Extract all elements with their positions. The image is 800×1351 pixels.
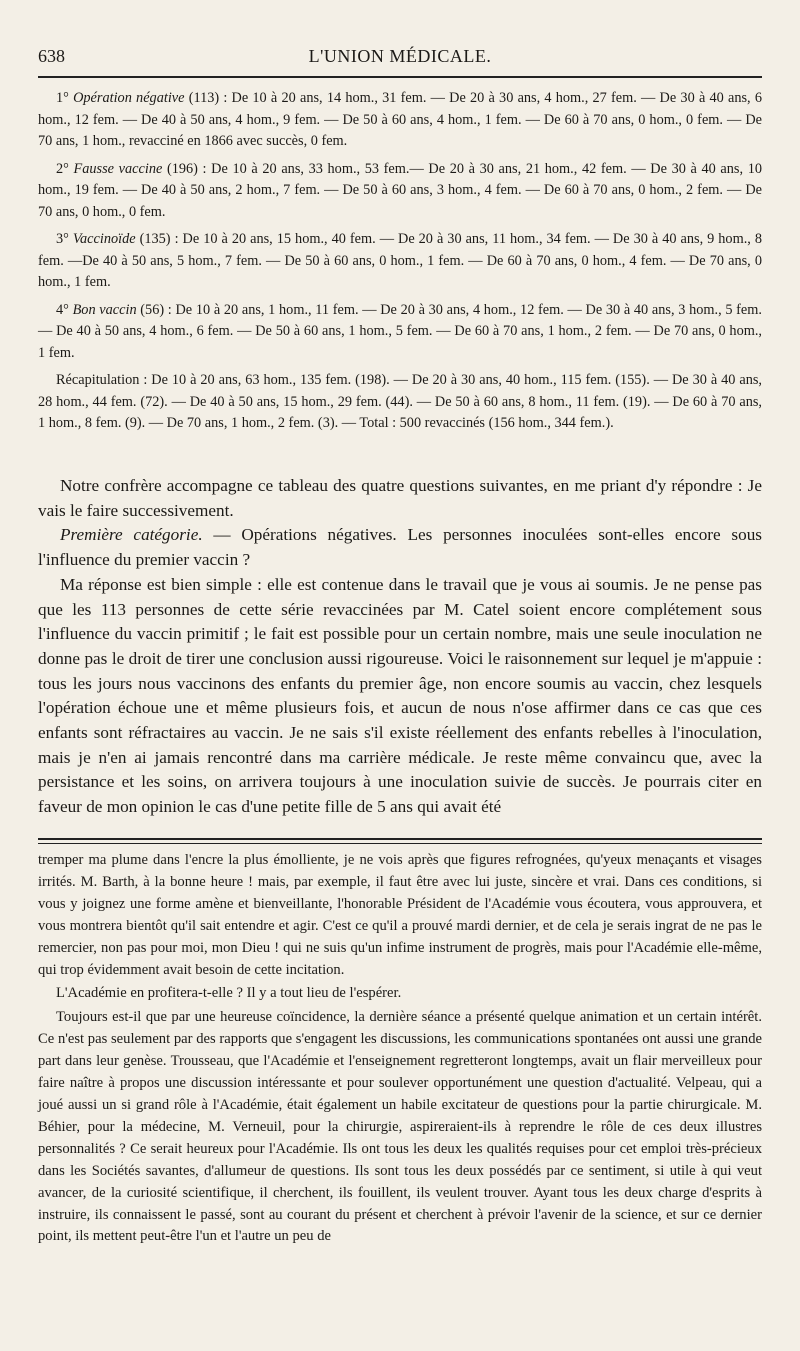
feuilleton-paragraph: tremper ma plume dans l'encre la plus émolliente, je ne vois après que figures refrognées, qu'yeux menaçants et visages irrités. M. Barth, à la bonne heure ! mais, par exemple, il faut être avec lui juste, sincère et vrai. Dans ces conditions, si vous y joignez une forme amène et bienveillante, l'honorable Président de l'Académie vous écoutera, vous approuvera, et vous montrera bientôt qu'il sait entendre et agir. C'est ce qu'il a prouvé mardi dernier, et de cela je serais ingrat de ne pas le remercier, non pas pour moi, mon Dieu ! qui ne suis qu'un infime instrument de progrès, mais pour l'Académie elle-même, qui trop évidemment avait besoin de cette incitation. xyxy=(38,852,762,978)
stats-paragraph-negative: 1° Opération négative (113) : De 10 à 20 ans, 14 hom., 31 fem. — De 20 à 30 ans, 4 hom., 27 fem. — De 30 à 40 ans, 6 hom., 12 fem. — De 40 à 50 ans, 4 hom., 9 fem. — De 50 à 60 ans, 4 hom., 1 fem. — De 60 à 70 ans, 0 hom., 0 fem. — De 70 ans, 1 hom., revacciné en 1866 avec succès, 0 fem. xyxy=(38,90,762,149)
feuilleton-rule-thin xyxy=(38,843,762,844)
feuilleton-paragraph: Toujours est-il que par une heureuse coïncidence, la dernière séance a présenté quelque animation et un certain intérêt. Ce n'est pas seulement par des rapports que s'engagent les discussions, les communications spontanées ont aussi une grande part dans leur genèse. Trousseau, que l'Académie et l'enseignement regretteront longtemps, avait un flair merveilleux pour faire naître à propos une discussion intéressante et pour soulever opportunément une question d'actualité. Velpeau, qui a joué aussi un si grand rôle à l'Académie, était également un habile excitateur de questions pour la partie chirurgicale. M. Béhier, pour la médecine, M. Verneuil, pour la chirurgie, aspireraient-ils à reprendre le rôle de ces deux illustres personnalités ? Ce serait heureux pour l'Académie. Ils ont tous les deux les qualités requises pour cet emploi très-précieux dans les Sociétés savantes, d'allumeur de questions. Ils sont tous les deux possédés par ce sentiment, si utile à qui veut avancer, de la curiosité scientifique, il cherchent, ils fouillent, ils veulent trouver. Ayant tous les deux charge d'esprits à instruire, ils connaissent le passé, sont au courant du présent et cherchent à prévoir l'avenir de la science, et sur ce dernier point, ils mettent peut-être l'un et l'autre un peu de xyxy=(38,1009,762,1245)
statistics-block xyxy=(38,88,762,441)
stats-paragraph-bon-vaccin: 4° Bon vaccin (56) : De 10 à 20 ans, 1 hom., 11 fem. — De 20 à 30 ans, 4 hom., 12 fem. — De 30 à 40 ans, 3 hom., 5 fem. — De 40 à 50 ans, 4 hom., 6 fem. — De 50 à 60 ans, 1 hom., 5 fem. — De 60 à 70 ans, 1 hom., 2 fem. — De 70 ans, 0 hom., 1 fem. xyxy=(38,301,762,361)
feuilleton-rule xyxy=(38,838,762,840)
header-rule xyxy=(38,76,762,78)
category-label: Opération négative xyxy=(73,90,185,106)
page-header xyxy=(38,44,762,74)
main-paragraph: Notre confrère accompagne ce tableau des quatre questions suivantes, en me priant d'y répondre : Je vais le faire successivement. xyxy=(38,476,762,520)
main-paragraph: Ma réponse est bien simple : elle est contenue dans le travail que je vous ai soumis. Je ne pense pas que les 113 personnes de cette série revaccinées par M. Catel soient encore complétement sous l'influence du vaccin primitif ; le fait est possible pour un certain nombre, mais une seule inoculation ne donne pas le droit de tirer une conclusion aussi rigoureuse. Voici le raisonnement sur lequel je m'appuie : tous les jours nous vaccinons des enfants du premier âge, non encore soumis au vaccin, chez lesquels l'opération échoue une et même plusieurs fois, et aucun de nous n'ose affirmer dans ce cas que ces enfants sont réfractaires au vaccin. Je ne sais s'il existe réellement des enfants rebelles à l'inoculation, mais je n'en ai jamais rencontré dans ma carrière médicale. Je reste même convaincu que, avec la persistance et les soins, on arrivera toujours à une inoculation suivie de succès. Je pourrais citer en faveur de mon opinion le cas d'une petite fille de 5 ans qui avait été xyxy=(38,574,762,817)
category-heading: Première catégorie. xyxy=(60,525,203,545)
stats-paragraph-recapitulation: Récapitulation : De 10 à 20 ans, 63 hom., 135 fem. (198). — De 20 à 30 ans, 40 hom., 115 fem. (155). — De 30 à 40 ans, 28 hom., 44 fem. (72). — De 40 à 50 ans, 15 hom., 29 fem. (44). — De 50 à 60 ans, 8 hom., 11 fem. (19). — De 60 à 70 ans, 1 hom., 8 fem. (9). — De 70 ans, 1 hom., 2 fem. (3). — Total : 500 revaccinés (156 hom., 344 fem.). xyxy=(38,372,762,431)
category-label: Fausse vaccine xyxy=(73,160,163,177)
main-paragraph: Première catégorie. — Opérations négatives. Les personnes inoculées sont-elles encore sous l'influence du premier vaccin ? xyxy=(38,525,762,570)
main-text xyxy=(38,474,762,820)
category-label: Bon vaccin xyxy=(72,301,137,318)
feuilleton-paragraph: L'Académie en profitera-t-elle ? Il y a tout lieu de l'espérer. xyxy=(56,985,402,1002)
page-number: 638 xyxy=(38,46,65,66)
category-label: Vaccinoïde xyxy=(72,231,136,247)
running-title: L'UNION MÉDICALE. xyxy=(308,46,492,66)
stats-paragraph-vaccinoide: 3° Vaccinoïde (135) : De 10 à 20 ans, 15 hom., 40 fem. — De 20 à 30 ans, 11 hom., 34 fem. — De 30 à 40 ans, 9 hom., 8 fem. —De 40 à 50 ans, 5 hom., 7 fem. — De 50 à 60 ans, 0 hom., 1 fem. — De 60 à 70 ans, 0 hom., 4 fem. — De 70 ans, 0 hom., 1 fem. xyxy=(38,231,762,290)
feuilleton-text xyxy=(38,850,762,1248)
stats-paragraph-fausse-vaccine: 2° Fausse vaccine (196) : De 10 à 20 ans, 33 hom., 53 fem.— De 20 à 30 ans, 21 hom., 42 fem. — De 30 à 40 ans, 10 hom., 19 fem. — De 40 à 50 ans, 2 hom., 7 fem. — De 50 à 60 ans, 3 hom., 4 fem. — De 60 à 70 ans, 0 hom., 2 fem. — De 70 ans, 0 hom., 0 fem. xyxy=(38,160,762,220)
